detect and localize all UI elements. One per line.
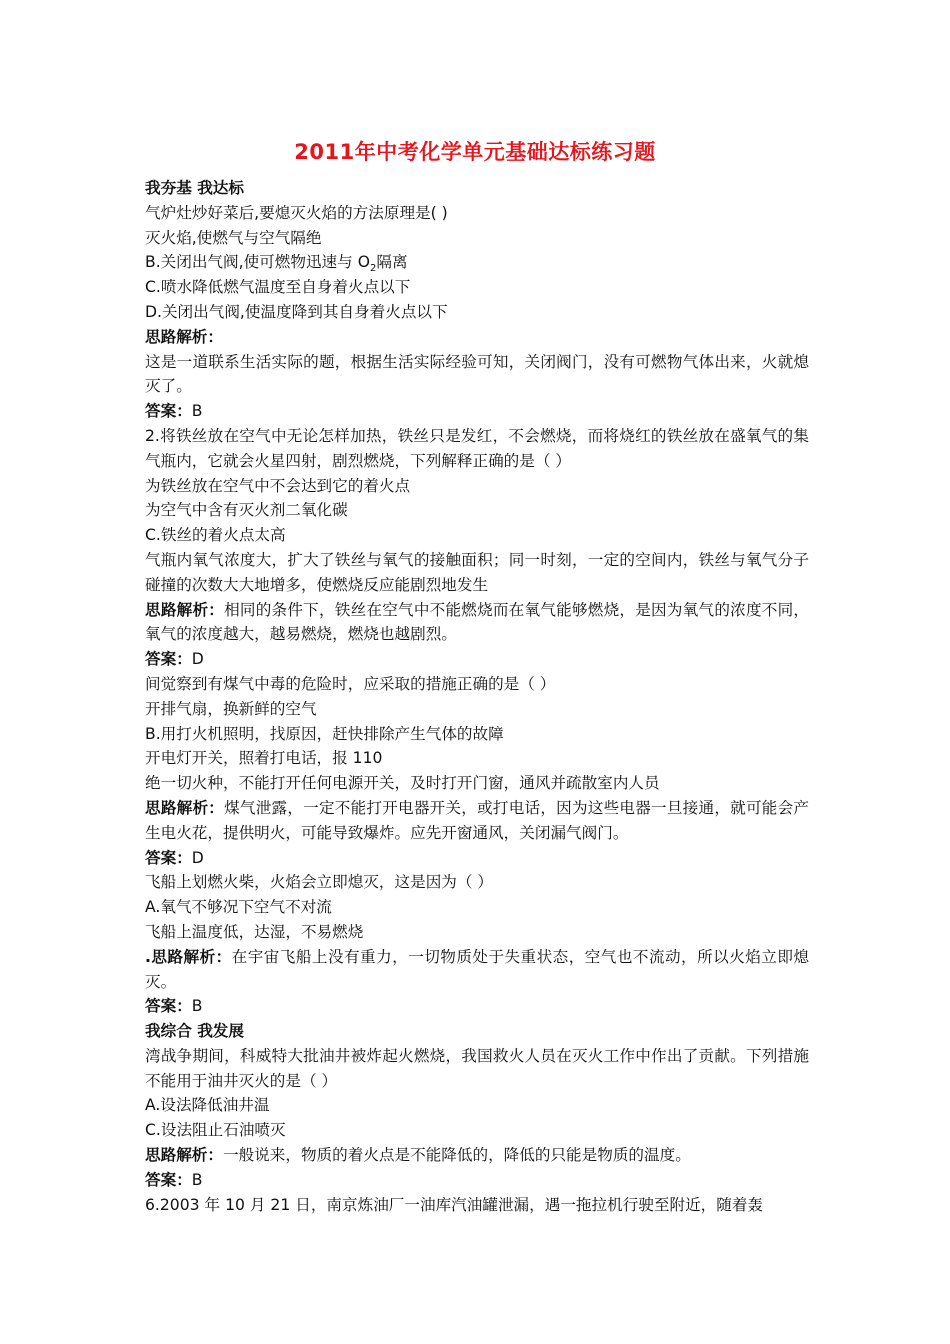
question-5-analysis: 思路解析：一般说来，物质的着火点是不能降低的，降低的只能是物质的温度。 [145, 1146, 691, 1165]
question-4-option-b: 飞船上温度低，达湿，不易燃烧 [145, 922, 364, 941]
question-1-option-c: C.喷水降低燃气温度至自身着火点以下 [145, 278, 411, 297]
question-5-answer: 答案：B [145, 1170, 203, 1189]
question-6-text: 6.2003 年 10 月 21 日，南京炼油厂一油库汽油罐泄漏，遇一拖拉机行驶至附近，随着轰 [145, 1195, 764, 1214]
question-2-option-c: C.铁丝的着火点太高 [145, 526, 286, 545]
question-5-text: 湾战争期间，科威特大批油井被炸起火燃烧，我国救火人员在灭火工作中作出了贡献。下列措施不能用于油井灭火的是（ ） [145, 1046, 809, 1090]
section-heading-basic: 我夯基 我达标 [145, 179, 244, 197]
question-2-option-a: 为铁丝放在空气中不会达到它的着火点 [145, 476, 411, 495]
question-5-option-c: C.设法阻止石油喷灭 [145, 1121, 286, 1140]
question-2-text: 2.将铁丝放在空气中无论怎样加热，铁丝只是发红，不会燃烧，而将烧红的铁丝放在盛氧气的集气瓶内，它就会火星四射，剧烈燃烧，下列解释正确的是（ ） [145, 426, 809, 470]
document-body [145, 176, 809, 1217]
question-2-answer: 答案：D [145, 650, 204, 669]
question-5-option-a: A.设法降低油井温 [145, 1096, 270, 1115]
question-1-option-a: 灭火焰,使燃气与空气隔绝 [145, 228, 322, 247]
question-2-option-d: 气瓶内氧气浓度大，扩大了铁丝与氧气的接触面积；同一时刻，一定的空间内，铁丝与氧气分子碰撞的次数大大地增多，使燃烧反应能剧烈地发生 [145, 550, 809, 594]
question-1-option-d: D.关闭出气阀,使温度降到其自身着火点以下 [145, 302, 448, 321]
question-1-analysis: 这是一道联系生活实际的题，根据生活实际经验可知，关闭阀门，没有可燃物气体出来，火就熄灭了。 [145, 352, 809, 396]
question-1-option-b: B.关闭出气阀,使可燃物迅速与 $O_2$隔离 [145, 253, 408, 275]
question-3-text: 间觉察到有煤气中毒的危险时，应采取的措施正确的是（ ） [145, 674, 556, 693]
question-3-answer: 答案：D [145, 848, 204, 867]
section-heading-advanced: 我综合 我发展 [145, 1022, 244, 1041]
question-3-option-c: 开电灯开关，照着打电话，报 110 [145, 749, 383, 768]
question-3-option-b: B.用打火机照明，找原因，赶快排除产生气体的故障 [145, 724, 504, 743]
question-3-option-d: 绝一切火种，不能打开任何电源开关，及时打开门窗，通风并疏散室内人员 [145, 774, 660, 793]
question-4-analysis: .思路解析：在宇宙飞船上没有重力，一切物质处于失重状态，空气也不流动，所以火焰立即熄灭。 [145, 947, 809, 991]
question-3-option-a: 开排气扇，换新鲜的空气 [145, 699, 317, 718]
question-1-answer: 答案：B [145, 402, 203, 421]
page-title: 2011年中考化学单元基础达标练习题 [294, 140, 656, 164]
question-2-option-b: 为空气中含有灭火剂二氧化碳 [145, 501, 348, 520]
question-3-analysis: 思路解析：煤气泄露，一定不能打开电器开关，或打电话，因为这些电器一旦接通，就可能会产生电火花，提供明火，可能导致爆炸。应先开窗通风，关闭漏气阀门。 [145, 798, 809, 842]
question-4-answer: 答案：B [145, 997, 203, 1016]
question-4-text: 飞船上划燃火柴，火焰会立即熄灭，这是因为（ ） [145, 873, 494, 892]
question-1-text: 气炉灶炒好菜后,要熄灭火焰的方法原理是( ) [145, 203, 448, 222]
question-4-option-a: A.氧气不够况下空气不对流 [145, 898, 332, 917]
question-1-analysis-label: 思路解析： [145, 327, 223, 346]
question-2-analysis: 思路解析：相同的条件下，铁丝在空气中不能燃烧而在氧气能够燃烧，是因为氧气的浓度不同，氧气的浓度越大，越易燃烧，燃烧也越剧烈。 [145, 600, 809, 644]
